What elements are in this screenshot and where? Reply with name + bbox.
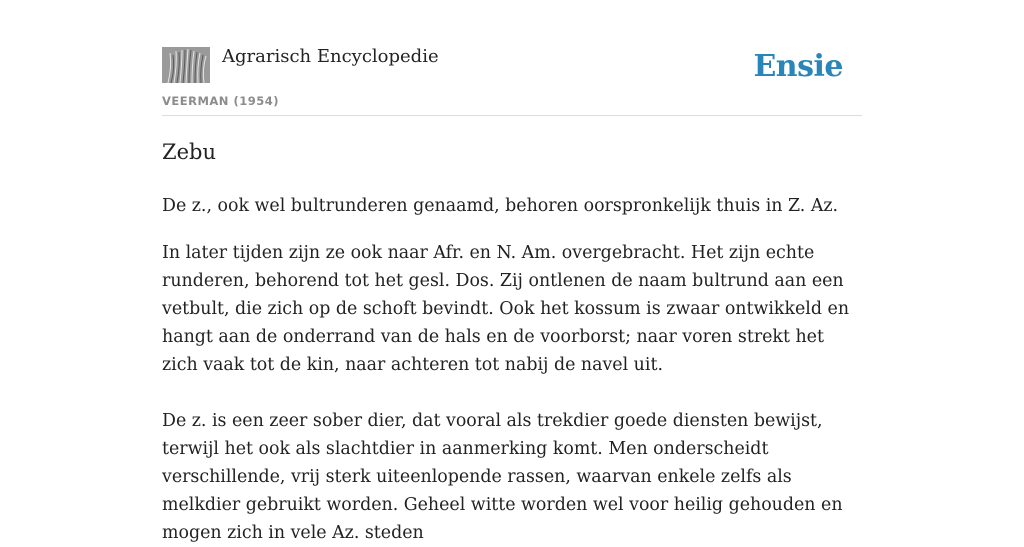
article-title: Zebu	[162, 140, 216, 164]
page-container	[162, 0, 862, 543]
source-title[interactable]: Agrarisch Encyclopedie	[222, 46, 439, 67]
wheat-engraving-icon[interactable]	[162, 47, 210, 83]
edition-label: VEERMAN (1954)	[162, 94, 279, 108]
article-paragraph-3: De z. is een zeer sober dier, dat vooral als trekdier goede diensten bewijst, terwijl het ook als slachtdier in aanmerking komt. Men onderscheidt verschillende, vrij sterk uiteenlopende rassen, waarvan enkele zelfs als melkdier gebruikt worden. Geheel witte worden wel voor heilig gehouden en mogen zich in vele Az. steden	[162, 411, 843, 543]
source-header	[162, 0, 862, 116]
article-paragraph-1: De z., ook wel bultrunderen genaamd, behoren oorspronkelijk thuis in Z. Az.	[162, 196, 839, 216]
ensie-logo-link[interactable]: Ensie	[753, 49, 843, 84]
article-paragraph-2: In later tijden zijn ze ook naar Afr. en N. Am. overgebracht. Het zijn echte runderen, behorend tot het gesl. Dos. Zij ontlenen de naam bultrund aan een vetbult, die zich op de schoft bevindt. Ook het kossum is zwaar ontwikkeld en hangt aan de onderrand van de hals en de voorborst; naar voren strekt het zich vaak tot de kin, naar achteren tot nabij de navel uit.	[162, 243, 850, 375]
